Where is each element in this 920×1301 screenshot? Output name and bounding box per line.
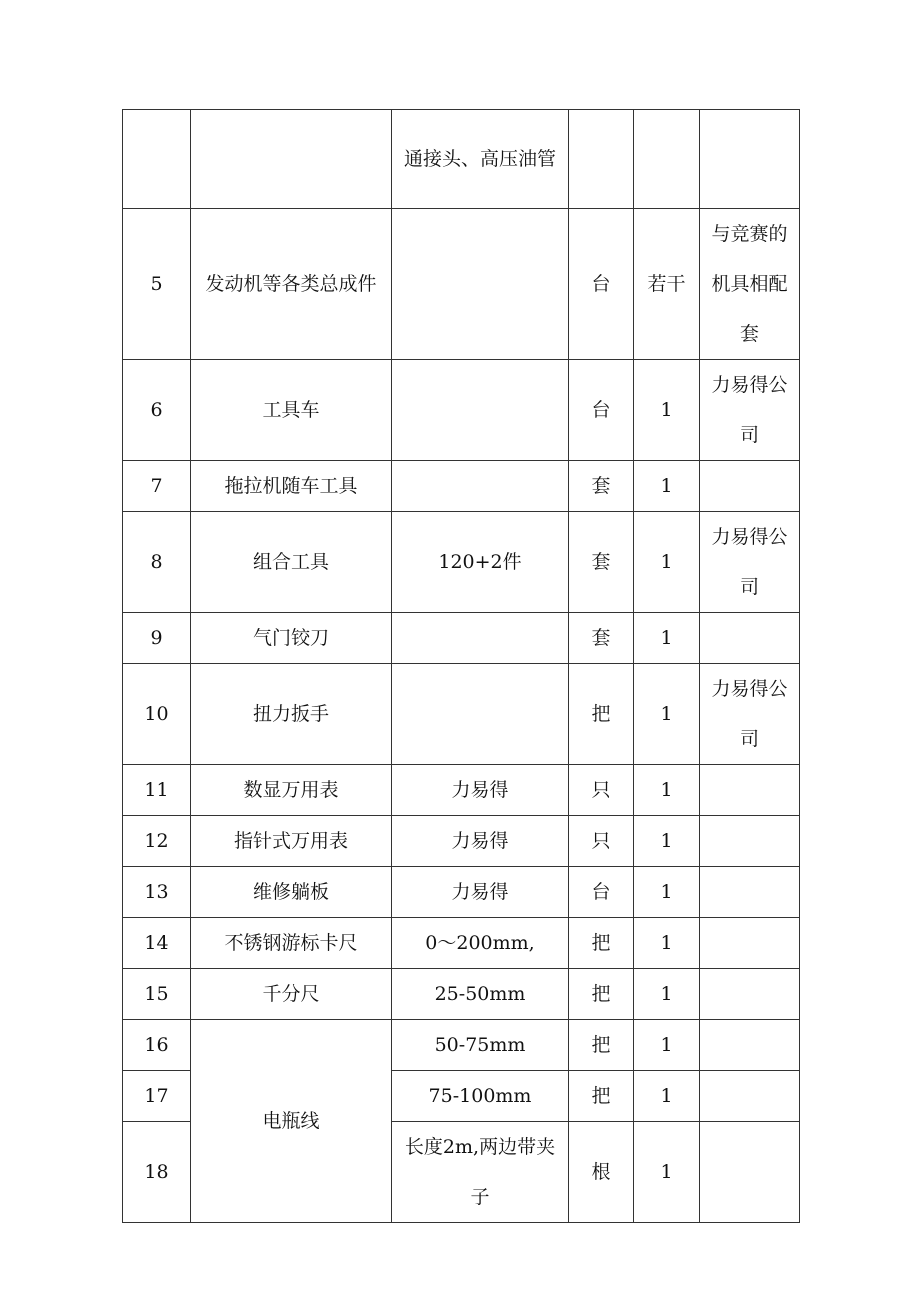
cell-note [700, 867, 800, 918]
cell-qty [634, 110, 700, 209]
cell-note [700, 613, 800, 664]
cell-note [700, 1020, 800, 1071]
cell-no: 7 [123, 461, 191, 512]
table-row [123, 613, 800, 664]
table-row [123, 360, 800, 461]
cell-no: 6 [123, 360, 191, 461]
cell-name: 发动机等各类总成件 [191, 209, 392, 360]
cell-qty: 若干 [634, 209, 700, 360]
cell-qty: 1 [634, 867, 700, 918]
cell-note [700, 1122, 800, 1223]
cell-name: 数显万用表 [191, 765, 392, 816]
cell-unit: 把 [569, 918, 634, 969]
cell-name: 维修躺板 [191, 867, 392, 918]
cell-spec: 25-50mm [392, 969, 569, 1020]
cell-unit: 只 [569, 765, 634, 816]
table-row [123, 765, 800, 816]
table-row [123, 664, 800, 765]
cell-unit: 只 [569, 816, 634, 867]
cell-unit [569, 110, 634, 209]
cell-name: 组合工具 [191, 512, 392, 613]
cell-spec: 长度2m,两边带夹子 [392, 1122, 569, 1223]
cell-name: 拖拉机随车工具 [191, 461, 392, 512]
table-row [123, 110, 800, 209]
cell-qty: 1 [634, 1122, 700, 1223]
cell-name: 气门铰刀 [191, 613, 392, 664]
cell-name: 千分尺 [191, 969, 392, 1020]
cell-unit: 台 [569, 209, 634, 360]
cell-unit: 把 [569, 969, 634, 1020]
cell-spec: 力易得 [392, 867, 569, 918]
cell-no: 10 [123, 664, 191, 765]
cell-unit: 把 [569, 1071, 634, 1122]
cell-spec: 50-75mm [392, 1020, 569, 1071]
cell-qty: 1 [634, 1071, 700, 1122]
cell-spec: 75-100mm [392, 1071, 569, 1122]
cell-unit: 根 [569, 1122, 634, 1223]
cell-no: 15 [123, 969, 191, 1020]
cell-note: 力易得公司 [700, 360, 800, 461]
cell-unit: 套 [569, 461, 634, 512]
table-row [123, 969, 800, 1020]
table-row [123, 209, 800, 360]
cell-note [700, 461, 800, 512]
cell-note [700, 918, 800, 969]
equipment-table [122, 109, 800, 1223]
cell-no: 18 [123, 1122, 191, 1223]
cell-name: 不锈钢游标卡尺 [191, 918, 392, 969]
table-row [123, 1020, 800, 1071]
cell-spec: 通接头、高压油管 [392, 110, 569, 209]
cell-no [123, 110, 191, 209]
cell-qty: 1 [634, 613, 700, 664]
cell-no: 9 [123, 613, 191, 664]
cell-no: 5 [123, 209, 191, 360]
cell-qty: 1 [634, 969, 700, 1020]
cell-spec [392, 360, 569, 461]
cell-no: 13 [123, 867, 191, 918]
cell-name: 工具车 [191, 360, 392, 461]
cell-name: 扭力扳手 [191, 664, 392, 765]
cell-spec [392, 461, 569, 512]
table-row [123, 867, 800, 918]
cell-note [700, 1071, 800, 1122]
cell-no: 12 [123, 816, 191, 867]
cell-qty: 1 [634, 664, 700, 765]
cell-note [700, 765, 800, 816]
cell-spec: 力易得 [392, 816, 569, 867]
cell-unit: 把 [569, 1020, 634, 1071]
cell-spec: 0～200mm, [392, 918, 569, 969]
cell-name: 电瓶线 [191, 1020, 392, 1223]
cell-spec [392, 209, 569, 360]
cell-qty: 1 [634, 918, 700, 969]
cell-spec: 力易得 [392, 765, 569, 816]
cell-qty: 1 [634, 765, 700, 816]
cell-qty: 1 [634, 360, 700, 461]
cell-unit: 台 [569, 867, 634, 918]
cell-unit: 套 [569, 512, 634, 613]
cell-note [700, 110, 800, 209]
cell-no: 16 [123, 1020, 191, 1071]
cell-unit: 把 [569, 664, 634, 765]
cell-note [700, 816, 800, 867]
cell-name [191, 110, 392, 209]
cell-unit: 套 [569, 613, 634, 664]
cell-no: 8 [123, 512, 191, 613]
cell-name: 指针式万用表 [191, 816, 392, 867]
cell-no: 17 [123, 1071, 191, 1122]
cell-note: 与竞赛的机具相配套 [700, 209, 800, 360]
cell-qty: 1 [634, 816, 700, 867]
table-row [123, 918, 800, 969]
table-row [123, 512, 800, 613]
table-row [123, 816, 800, 867]
cell-qty: 1 [634, 512, 700, 613]
cell-no: 14 [123, 918, 191, 969]
cell-spec [392, 664, 569, 765]
cell-qty: 1 [634, 1020, 700, 1071]
cell-spec: 120+2件 [392, 512, 569, 613]
cell-no: 11 [123, 765, 191, 816]
cell-qty: 1 [634, 461, 700, 512]
cell-spec [392, 613, 569, 664]
cell-note: 力易得公司 [700, 512, 800, 613]
cell-unit: 台 [569, 360, 634, 461]
table-row [123, 461, 800, 512]
cell-note: 力易得公司 [700, 664, 800, 765]
cell-note [700, 969, 800, 1020]
